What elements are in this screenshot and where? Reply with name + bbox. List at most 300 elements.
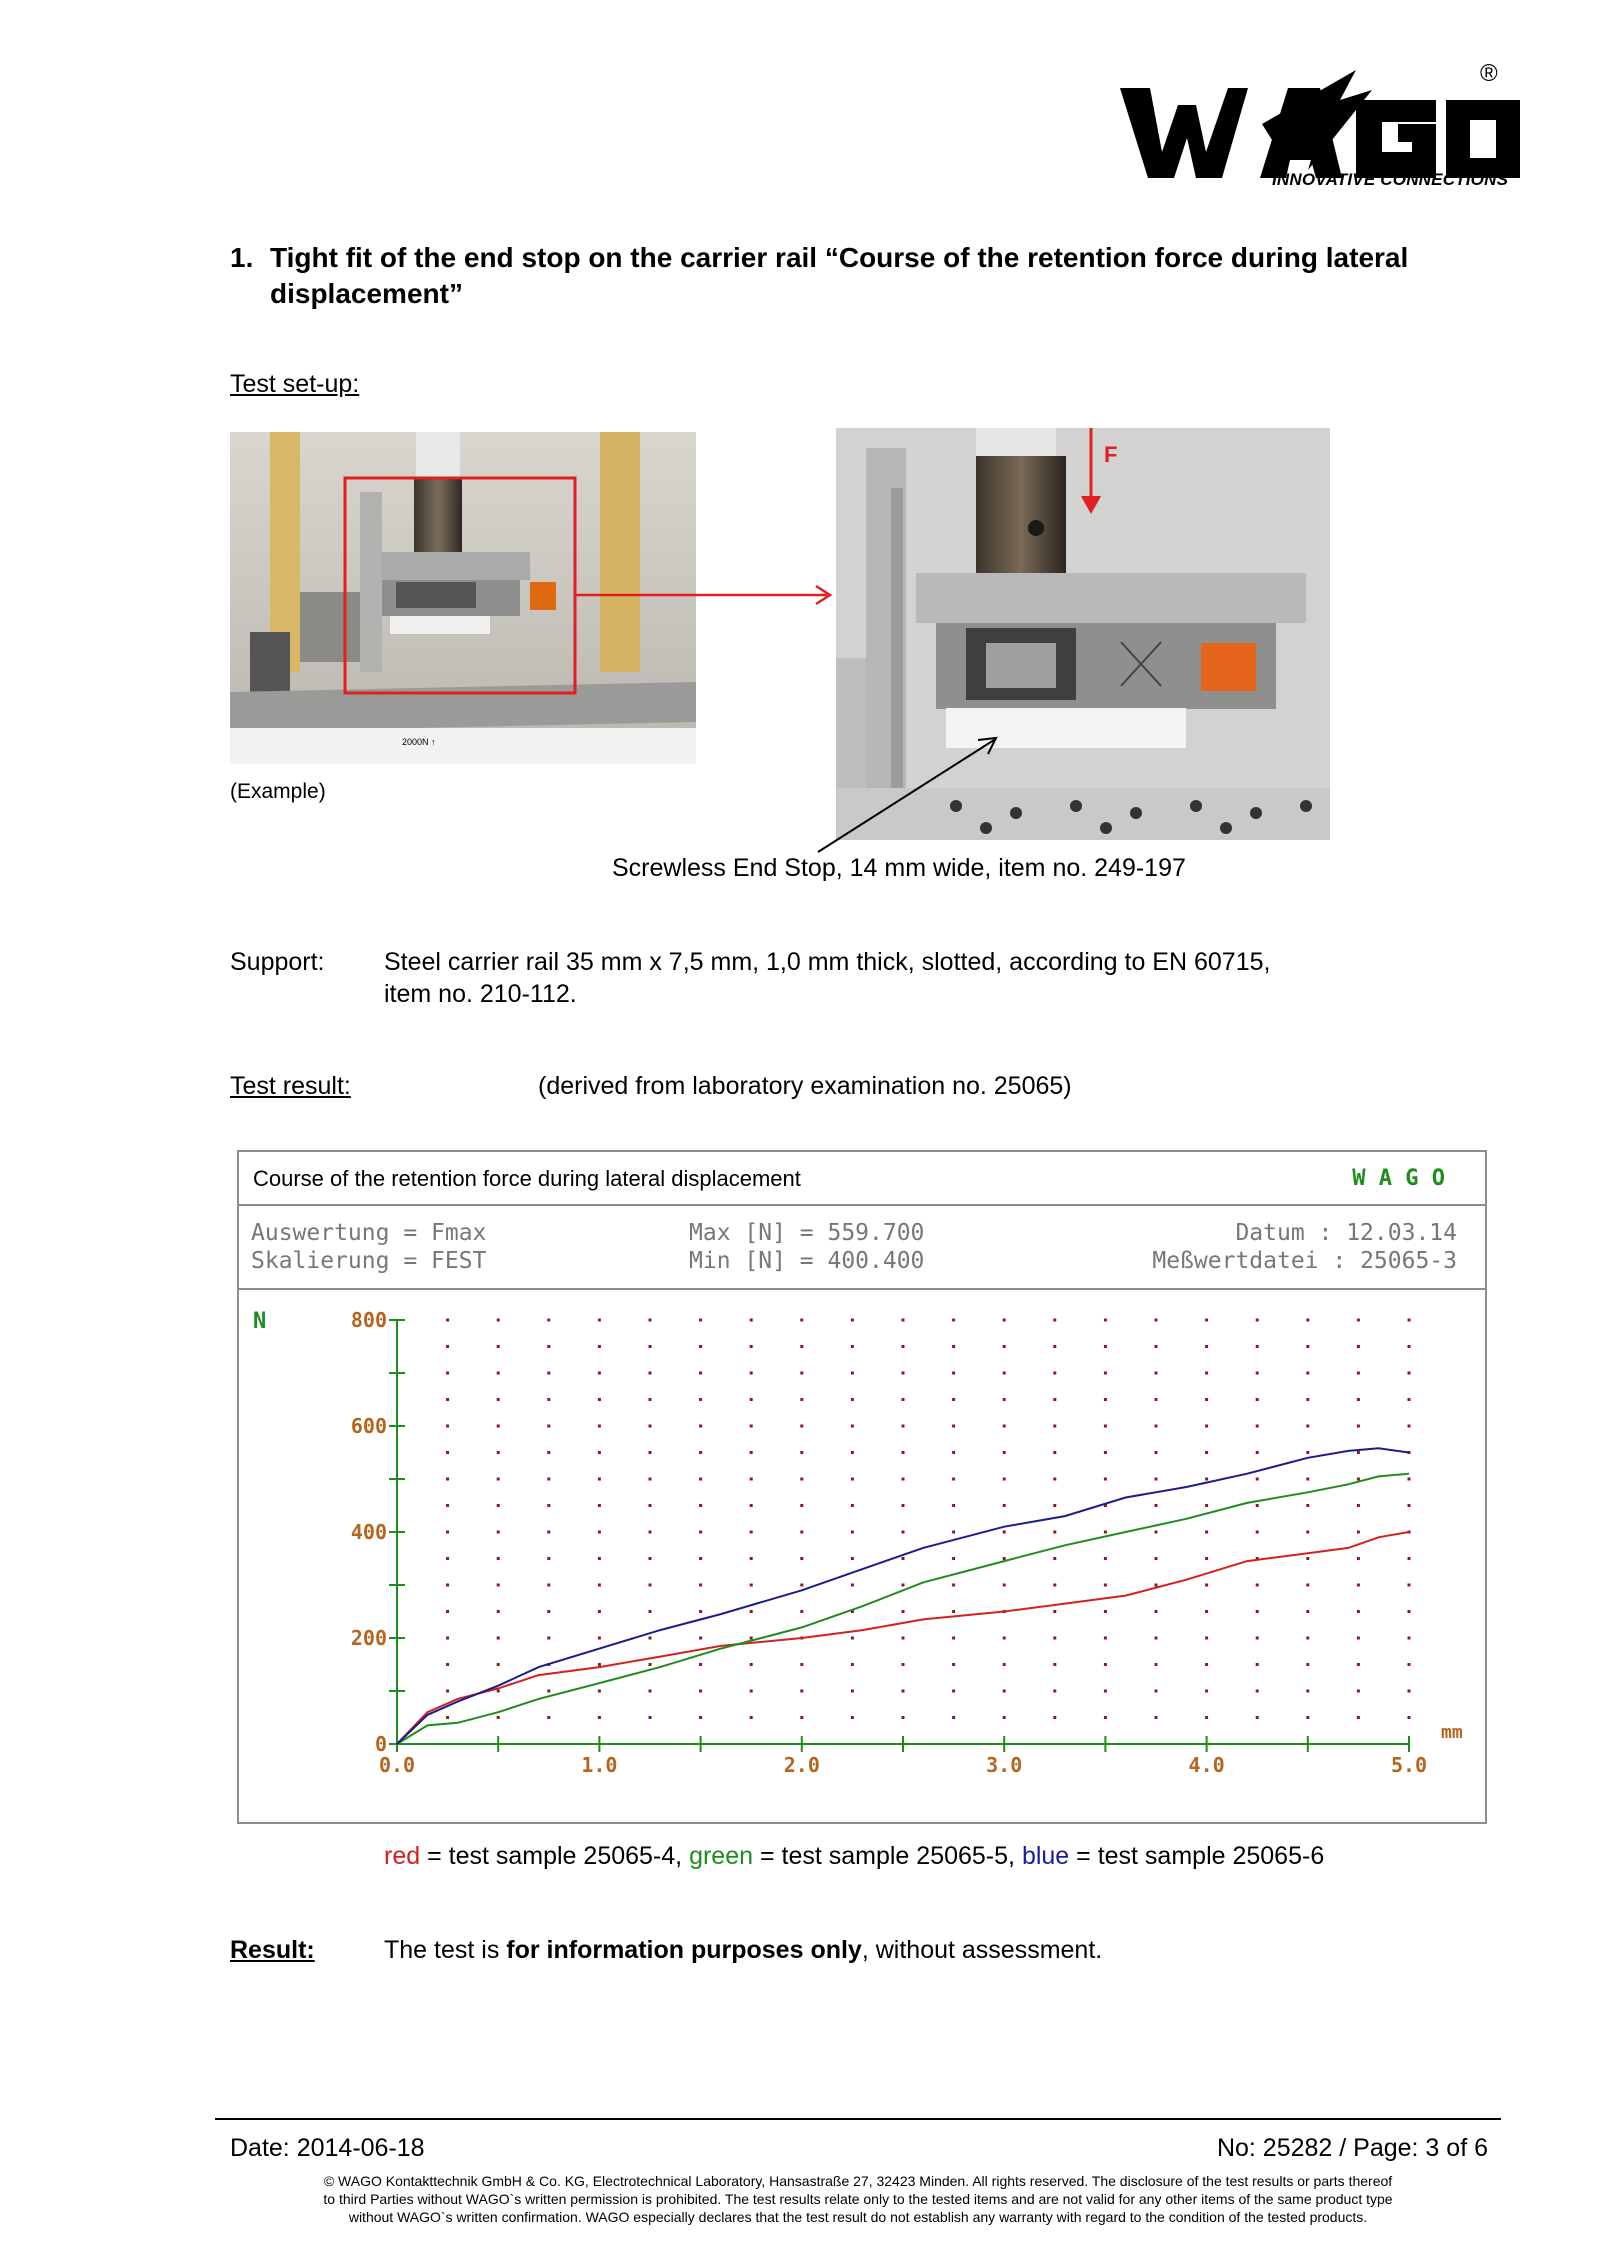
grid-dot — [902, 1690, 905, 1693]
grid-dot — [800, 1557, 803, 1560]
grid-dot — [1155, 1716, 1158, 1719]
grid-dot — [598, 1637, 601, 1640]
grid-dot — [547, 1504, 550, 1507]
grid-dot — [1357, 1584, 1360, 1587]
grid-dot — [1256, 1610, 1259, 1613]
grid-dot — [902, 1398, 905, 1401]
grid-dot — [1003, 1690, 1006, 1693]
grid-dot — [1003, 1531, 1006, 1534]
grid-dot — [851, 1584, 854, 1587]
grid-dot — [750, 1716, 753, 1719]
grid-dot — [1256, 1663, 1259, 1666]
grid-dot — [699, 1716, 702, 1719]
grid-dot — [1053, 1398, 1056, 1401]
footer-disclaimer-line-1: © WAGO Kontakttechnik GmbH & Co. KG, Electrotechnical Laboratory, Hansastraße 27, 32423 Minden. All rights reserved. The disclosure of the test results or parts thereof — [323, 2173, 1393, 2189]
grid-dot — [699, 1345, 702, 1348]
grid-dot — [1155, 1690, 1158, 1693]
grid-dot — [1408, 1398, 1411, 1401]
photo-plate-label: 2000N ↑ — [402, 737, 436, 747]
grid-dot — [1408, 1372, 1411, 1375]
grid-dot — [1256, 1451, 1259, 1454]
footer-doc-number: No: 25282 / Page: 3 of 6 — [1216, 2134, 1488, 2162]
grid-dot — [800, 1504, 803, 1507]
grid-dot — [1357, 1478, 1360, 1481]
grid-dot — [1205, 1319, 1208, 1322]
grid-dot — [1256, 1425, 1259, 1428]
grid-dot — [1205, 1663, 1208, 1666]
grid-dot — [1205, 1557, 1208, 1560]
grid-dot — [750, 1584, 753, 1587]
grid-dot — [1155, 1345, 1158, 1348]
grid-dot — [446, 1398, 449, 1401]
grid-dot — [1155, 1451, 1158, 1454]
footer-divider — [215, 2118, 1501, 2120]
grid-dot — [446, 1425, 449, 1428]
grid-dot — [800, 1345, 803, 1348]
grid-dot — [1205, 1504, 1208, 1507]
grid-dot — [446, 1690, 449, 1693]
chart-panel — [237, 1150, 1487, 1824]
grid-dot — [1205, 1372, 1208, 1375]
y-tick-label: 400 — [350, 1520, 387, 1544]
x-tick-label: 5.0 — [1390, 1753, 1428, 1777]
grid-dot — [649, 1690, 652, 1693]
grid-dot — [1357, 1716, 1360, 1719]
grid-dot — [851, 1531, 854, 1534]
x-tick-label: 3.0 — [986, 1753, 1023, 1777]
grid-dot — [851, 1716, 854, 1719]
grid-dot — [1205, 1451, 1208, 1454]
grid-dot — [649, 1610, 652, 1613]
legend-red-word: red — [384, 1842, 421, 1870]
grid-dot — [1408, 1663, 1411, 1666]
footer-disclaimer — [215, 2172, 1501, 2226]
grid-dot — [649, 1372, 652, 1375]
x-tick-label: 0.0 — [378, 1753, 416, 1777]
grid-dot — [446, 1345, 449, 1348]
grid-dot — [952, 1504, 955, 1507]
grid-dot — [649, 1504, 652, 1507]
grid-dot — [497, 1398, 500, 1401]
grid-dot — [1053, 1451, 1056, 1454]
grid-dot — [446, 1610, 449, 1613]
grid-dot — [497, 1319, 500, 1322]
grid-dot — [649, 1451, 652, 1454]
grid-dot — [902, 1319, 905, 1322]
meta-min: Min [N] = 400.400 — [689, 1248, 925, 1274]
grid-dot — [902, 1610, 905, 1613]
grid-dot — [952, 1584, 955, 1587]
grid-dot — [1357, 1504, 1360, 1507]
grid-dot — [446, 1557, 449, 1560]
grid-dot — [1408, 1637, 1411, 1640]
grid-dot — [851, 1663, 854, 1666]
grid-dot — [1053, 1425, 1056, 1428]
grid-dot — [699, 1425, 702, 1428]
grid-dot — [598, 1690, 601, 1693]
grid-dot — [1053, 1637, 1056, 1640]
grid-dot — [952, 1425, 955, 1428]
grid-dot — [800, 1319, 803, 1322]
grid-dot — [1155, 1663, 1158, 1666]
grid-dot — [699, 1637, 702, 1640]
grid-dot — [1306, 1372, 1309, 1375]
grid-dot — [1205, 1690, 1208, 1693]
y-tick-label: 600 — [350, 1414, 387, 1438]
grid-dot — [1357, 1531, 1360, 1534]
grid-dot — [699, 1610, 702, 1613]
meta-date: Datum : 12.03.14 — [1235, 1220, 1457, 1246]
grid-dot — [1408, 1690, 1411, 1693]
result-suffix: , without assessment. — [861, 1936, 1103, 1964]
grid-dot — [1306, 1345, 1309, 1348]
grid-dot — [547, 1637, 550, 1640]
grid-dot — [699, 1584, 702, 1587]
grid-dot — [952, 1531, 955, 1534]
grid-dot — [750, 1425, 753, 1428]
meta-file: Meßwertdatei : 25065-3 — [1152, 1248, 1457, 1274]
grid-dot — [1053, 1584, 1056, 1587]
grid-dot — [750, 1451, 753, 1454]
grid-dot — [1155, 1637, 1158, 1640]
grid-dot — [547, 1319, 550, 1322]
grid-dot — [1256, 1584, 1259, 1587]
meta-evaluation: Auswertung = Fmax — [251, 1220, 487, 1246]
grid-dot — [952, 1637, 955, 1640]
grid-dot — [1357, 1398, 1360, 1401]
grid-dot — [952, 1663, 955, 1666]
grid-dot — [750, 1663, 753, 1666]
grid-dot — [750, 1398, 753, 1401]
grid-dot — [1104, 1557, 1107, 1560]
grid-dot — [750, 1345, 753, 1348]
grid-dot — [1357, 1451, 1360, 1454]
grid-dot — [851, 1637, 854, 1640]
grid-dot — [1306, 1663, 1309, 1666]
test-result-note: (derived from laboratory examination no. 25065) — [538, 1072, 1072, 1100]
grid-dot — [902, 1716, 905, 1719]
result-emphasis: for information purposes only — [506, 1936, 862, 1964]
end-stop-caption: Screwless End Stop, 14 mm wide, item no. 249-197 — [612, 854, 1186, 882]
force-displacement-chart — [239, 1290, 1485, 1820]
grid-dot — [851, 1478, 854, 1481]
grid-dot — [1408, 1425, 1411, 1428]
result-prefix: The test is — [384, 1936, 507, 1964]
grid-dot — [699, 1398, 702, 1401]
grid-dot — [1306, 1531, 1309, 1534]
chart-meta-row — [239, 1204, 1485, 1290]
grid-dot — [446, 1716, 449, 1719]
grid-dot — [1155, 1610, 1158, 1613]
grid-dot — [1053, 1319, 1056, 1322]
grid-dot — [1003, 1345, 1006, 1348]
grid-dot — [952, 1451, 955, 1454]
grid-dot — [1408, 1345, 1411, 1348]
grid-dot — [1003, 1372, 1006, 1375]
grid-dot — [1256, 1690, 1259, 1693]
footer-date: Date: 2014-06-18 — [230, 2134, 425, 2162]
legend-blue-word: blue — [1021, 1842, 1070, 1870]
grid-dot — [952, 1478, 955, 1481]
grid-dot — [446, 1663, 449, 1666]
chart-legend — [384, 1842, 1324, 1871]
grid-dot — [1205, 1531, 1208, 1534]
grid-dot — [800, 1584, 803, 1587]
grid-dot — [699, 1478, 702, 1481]
grid-dot — [649, 1716, 652, 1719]
grid-dot — [649, 1345, 652, 1348]
grid-dot — [1205, 1478, 1208, 1481]
grid-dot — [497, 1716, 500, 1719]
section-heading — [230, 240, 1500, 312]
grid-dot — [1155, 1557, 1158, 1560]
grid-dot — [547, 1584, 550, 1587]
grid-dot — [800, 1478, 803, 1481]
grid-dot — [598, 1531, 601, 1534]
grid-dot — [1256, 1345, 1259, 1348]
grid-dot — [800, 1398, 803, 1401]
grid-dot — [1306, 1398, 1309, 1401]
grid-dot — [699, 1451, 702, 1454]
grid-dot — [1408, 1557, 1411, 1560]
grid-dot — [1155, 1398, 1158, 1401]
grid-dot — [952, 1610, 955, 1613]
grid-dot — [1306, 1425, 1309, 1428]
caption-pointer-icon — [810, 730, 1010, 860]
result-label: Result: — [230, 1936, 315, 1964]
grid-dot — [1003, 1557, 1006, 1560]
grid-dot — [1408, 1716, 1411, 1719]
grid-dot — [497, 1478, 500, 1481]
grid-dot — [1104, 1637, 1107, 1640]
grid-dot — [800, 1531, 803, 1534]
grid-dot — [1256, 1716, 1259, 1719]
grid-dot — [598, 1345, 601, 1348]
grid-dot — [1003, 1637, 1006, 1640]
y-tick-label: 0 — [374, 1732, 387, 1756]
grid-dot — [446, 1584, 449, 1587]
grid-dot — [952, 1372, 955, 1375]
grid-dot — [1104, 1425, 1107, 1428]
grid-dot — [1306, 1610, 1309, 1613]
grid-dot — [598, 1425, 601, 1428]
grid-dot — [1256, 1372, 1259, 1375]
grid-dot — [1104, 1584, 1107, 1587]
grid-dot — [1256, 1319, 1259, 1322]
grid-dot — [1053, 1557, 1056, 1560]
grid-dot — [1104, 1319, 1107, 1322]
grid-dot — [547, 1345, 550, 1348]
grid-dot — [902, 1584, 905, 1587]
grid-dot — [1104, 1663, 1107, 1666]
series-blue-line — [397, 1448, 1409, 1744]
grid-dot — [598, 1584, 601, 1587]
grid-dot — [497, 1663, 500, 1666]
grid-dot — [497, 1504, 500, 1507]
grid-dot — [649, 1584, 652, 1587]
grid-dot — [1104, 1451, 1107, 1454]
registered-mark: ® — [1480, 60, 1498, 87]
grid-dot — [851, 1690, 854, 1693]
grid-dot — [1408, 1319, 1411, 1322]
grid-dot — [446, 1531, 449, 1534]
grid-dot — [1306, 1319, 1309, 1322]
grid-dot — [1003, 1425, 1006, 1428]
grid-dot — [1003, 1478, 1006, 1481]
grid-dot — [1053, 1690, 1056, 1693]
grid-dot — [750, 1478, 753, 1481]
grid-dot — [446, 1451, 449, 1454]
grid-dot — [1306, 1584, 1309, 1587]
grid-dot — [1306, 1451, 1309, 1454]
grid-dot — [800, 1690, 803, 1693]
grid-dot — [649, 1398, 652, 1401]
grid-dot — [902, 1425, 905, 1428]
grid-dot — [1408, 1478, 1411, 1481]
grid-dot — [446, 1372, 449, 1375]
grid-dot — [851, 1425, 854, 1428]
grid-dot — [800, 1716, 803, 1719]
grid-dot — [952, 1398, 955, 1401]
grid-dot — [800, 1610, 803, 1613]
grid-dot — [649, 1319, 652, 1322]
grid-dot — [902, 1345, 905, 1348]
grid-dot — [1053, 1345, 1056, 1348]
grid-dot — [1104, 1610, 1107, 1613]
force-label: F — [1104, 442, 1118, 467]
example-caption: (Example) — [230, 780, 326, 803]
grid-dot — [1104, 1716, 1107, 1719]
grid-dot — [1408, 1584, 1411, 1587]
section-title: Tight fit of the end stop on the carrier rail “Course of the retention force during lateral displacement” — [270, 242, 1409, 309]
grid-dot — [851, 1451, 854, 1454]
grid-dot — [800, 1663, 803, 1666]
result-statement — [384, 1936, 1102, 1965]
grid-dot — [851, 1345, 854, 1348]
grid-dot — [1003, 1716, 1006, 1719]
grid-dot — [1256, 1637, 1259, 1640]
grid-dot — [800, 1372, 803, 1375]
grid-dot — [598, 1504, 601, 1507]
grid-dot — [750, 1557, 753, 1560]
grid-dot — [1408, 1610, 1411, 1613]
grid-dot — [1357, 1345, 1360, 1348]
grid-dot — [649, 1557, 652, 1560]
grid-dot — [497, 1345, 500, 1348]
grid-dot — [598, 1398, 601, 1401]
chart-brand: W A G O — [1352, 1166, 1445, 1191]
grid-dot — [1205, 1345, 1208, 1348]
grid-dot — [1205, 1584, 1208, 1587]
grid-dot — [547, 1531, 550, 1534]
grid-dot — [547, 1372, 550, 1375]
grid-dot — [952, 1716, 955, 1719]
grid-dot — [750, 1372, 753, 1375]
grid-dot — [1306, 1716, 1309, 1719]
grid-dot — [851, 1319, 854, 1322]
grid-dot — [699, 1319, 702, 1322]
grid-dot — [1306, 1504, 1309, 1507]
grid-dot — [598, 1716, 601, 1719]
grid-dot — [1053, 1372, 1056, 1375]
meta-max: Max [N] = 559.700 — [689, 1220, 925, 1246]
grid-dot — [1053, 1531, 1056, 1534]
grid-dot — [1003, 1504, 1006, 1507]
grid-dot — [497, 1610, 500, 1613]
grid-dot — [1155, 1319, 1158, 1322]
grid-dot — [851, 1557, 854, 1560]
grid-dot — [902, 1504, 905, 1507]
legend-red-text: = test sample 25065-4, — [420, 1842, 690, 1870]
logo-tagline: INNOVATIVE CONNECTIONS — [1272, 170, 1509, 189]
support-label: Support: — [230, 948, 325, 976]
grid-dot — [902, 1557, 905, 1560]
grid-dot — [547, 1610, 550, 1613]
legend-green-text: = test sample 25065-5, — [753, 1842, 1022, 1870]
grid-dot — [750, 1690, 753, 1693]
x-tick-label: 1.0 — [581, 1753, 618, 1777]
grid-dot — [446, 1504, 449, 1507]
grid-dot — [497, 1584, 500, 1587]
grid-dot — [1053, 1504, 1056, 1507]
grid-dot — [1104, 1478, 1107, 1481]
grid-dot — [1003, 1398, 1006, 1401]
grid-dot — [497, 1451, 500, 1454]
grid-dot — [1408, 1504, 1411, 1507]
grid-dot — [1205, 1637, 1208, 1640]
grid-dot — [750, 1319, 753, 1322]
grid-dot — [1155, 1372, 1158, 1375]
footer-disclaimer-line-2: to third Parties without WAGO`s written permission is prohibited. The test results relate only to the tested items and are not valid for any other items of the same product type — [323, 2191, 1393, 2207]
grid-dot — [598, 1372, 601, 1375]
grid-dot — [1155, 1584, 1158, 1587]
y-axis-label: N — [253, 1309, 267, 1334]
grid-dot — [1256, 1478, 1259, 1481]
grid-dot — [1306, 1690, 1309, 1693]
grid-dot — [1155, 1531, 1158, 1534]
grid-dot — [497, 1372, 500, 1375]
grid-dot — [1357, 1557, 1360, 1560]
grid-dot — [1003, 1584, 1006, 1587]
grid-dot — [1256, 1531, 1259, 1534]
grid-dot — [446, 1319, 449, 1322]
support-line-2: item no. 210-112. — [384, 980, 577, 1008]
grid-dot — [952, 1319, 955, 1322]
grid-dot — [649, 1531, 652, 1534]
grid-dot — [952, 1690, 955, 1693]
grid-dot — [1104, 1345, 1107, 1348]
section-number: 1. — [230, 242, 254, 273]
grid-dot — [699, 1690, 702, 1693]
grid-dot — [1357, 1663, 1360, 1666]
grid-dot — [1155, 1504, 1158, 1507]
grid-dot — [598, 1451, 601, 1454]
grid-dot — [497, 1557, 500, 1560]
grid-dot — [851, 1504, 854, 1507]
grid-dot — [750, 1504, 753, 1507]
grid-dot — [598, 1319, 601, 1322]
grid-dot — [1053, 1663, 1056, 1666]
grid-dot — [547, 1398, 550, 1401]
grid-dot — [1357, 1372, 1360, 1375]
y-tick-label: 200 — [350, 1626, 387, 1650]
grid-dot — [598, 1557, 601, 1560]
grid-dot — [1357, 1637, 1360, 1640]
grid-dot — [952, 1557, 955, 1560]
grid-dot — [1205, 1716, 1208, 1719]
grid-dot — [1357, 1425, 1360, 1428]
grid-dot — [699, 1663, 702, 1666]
